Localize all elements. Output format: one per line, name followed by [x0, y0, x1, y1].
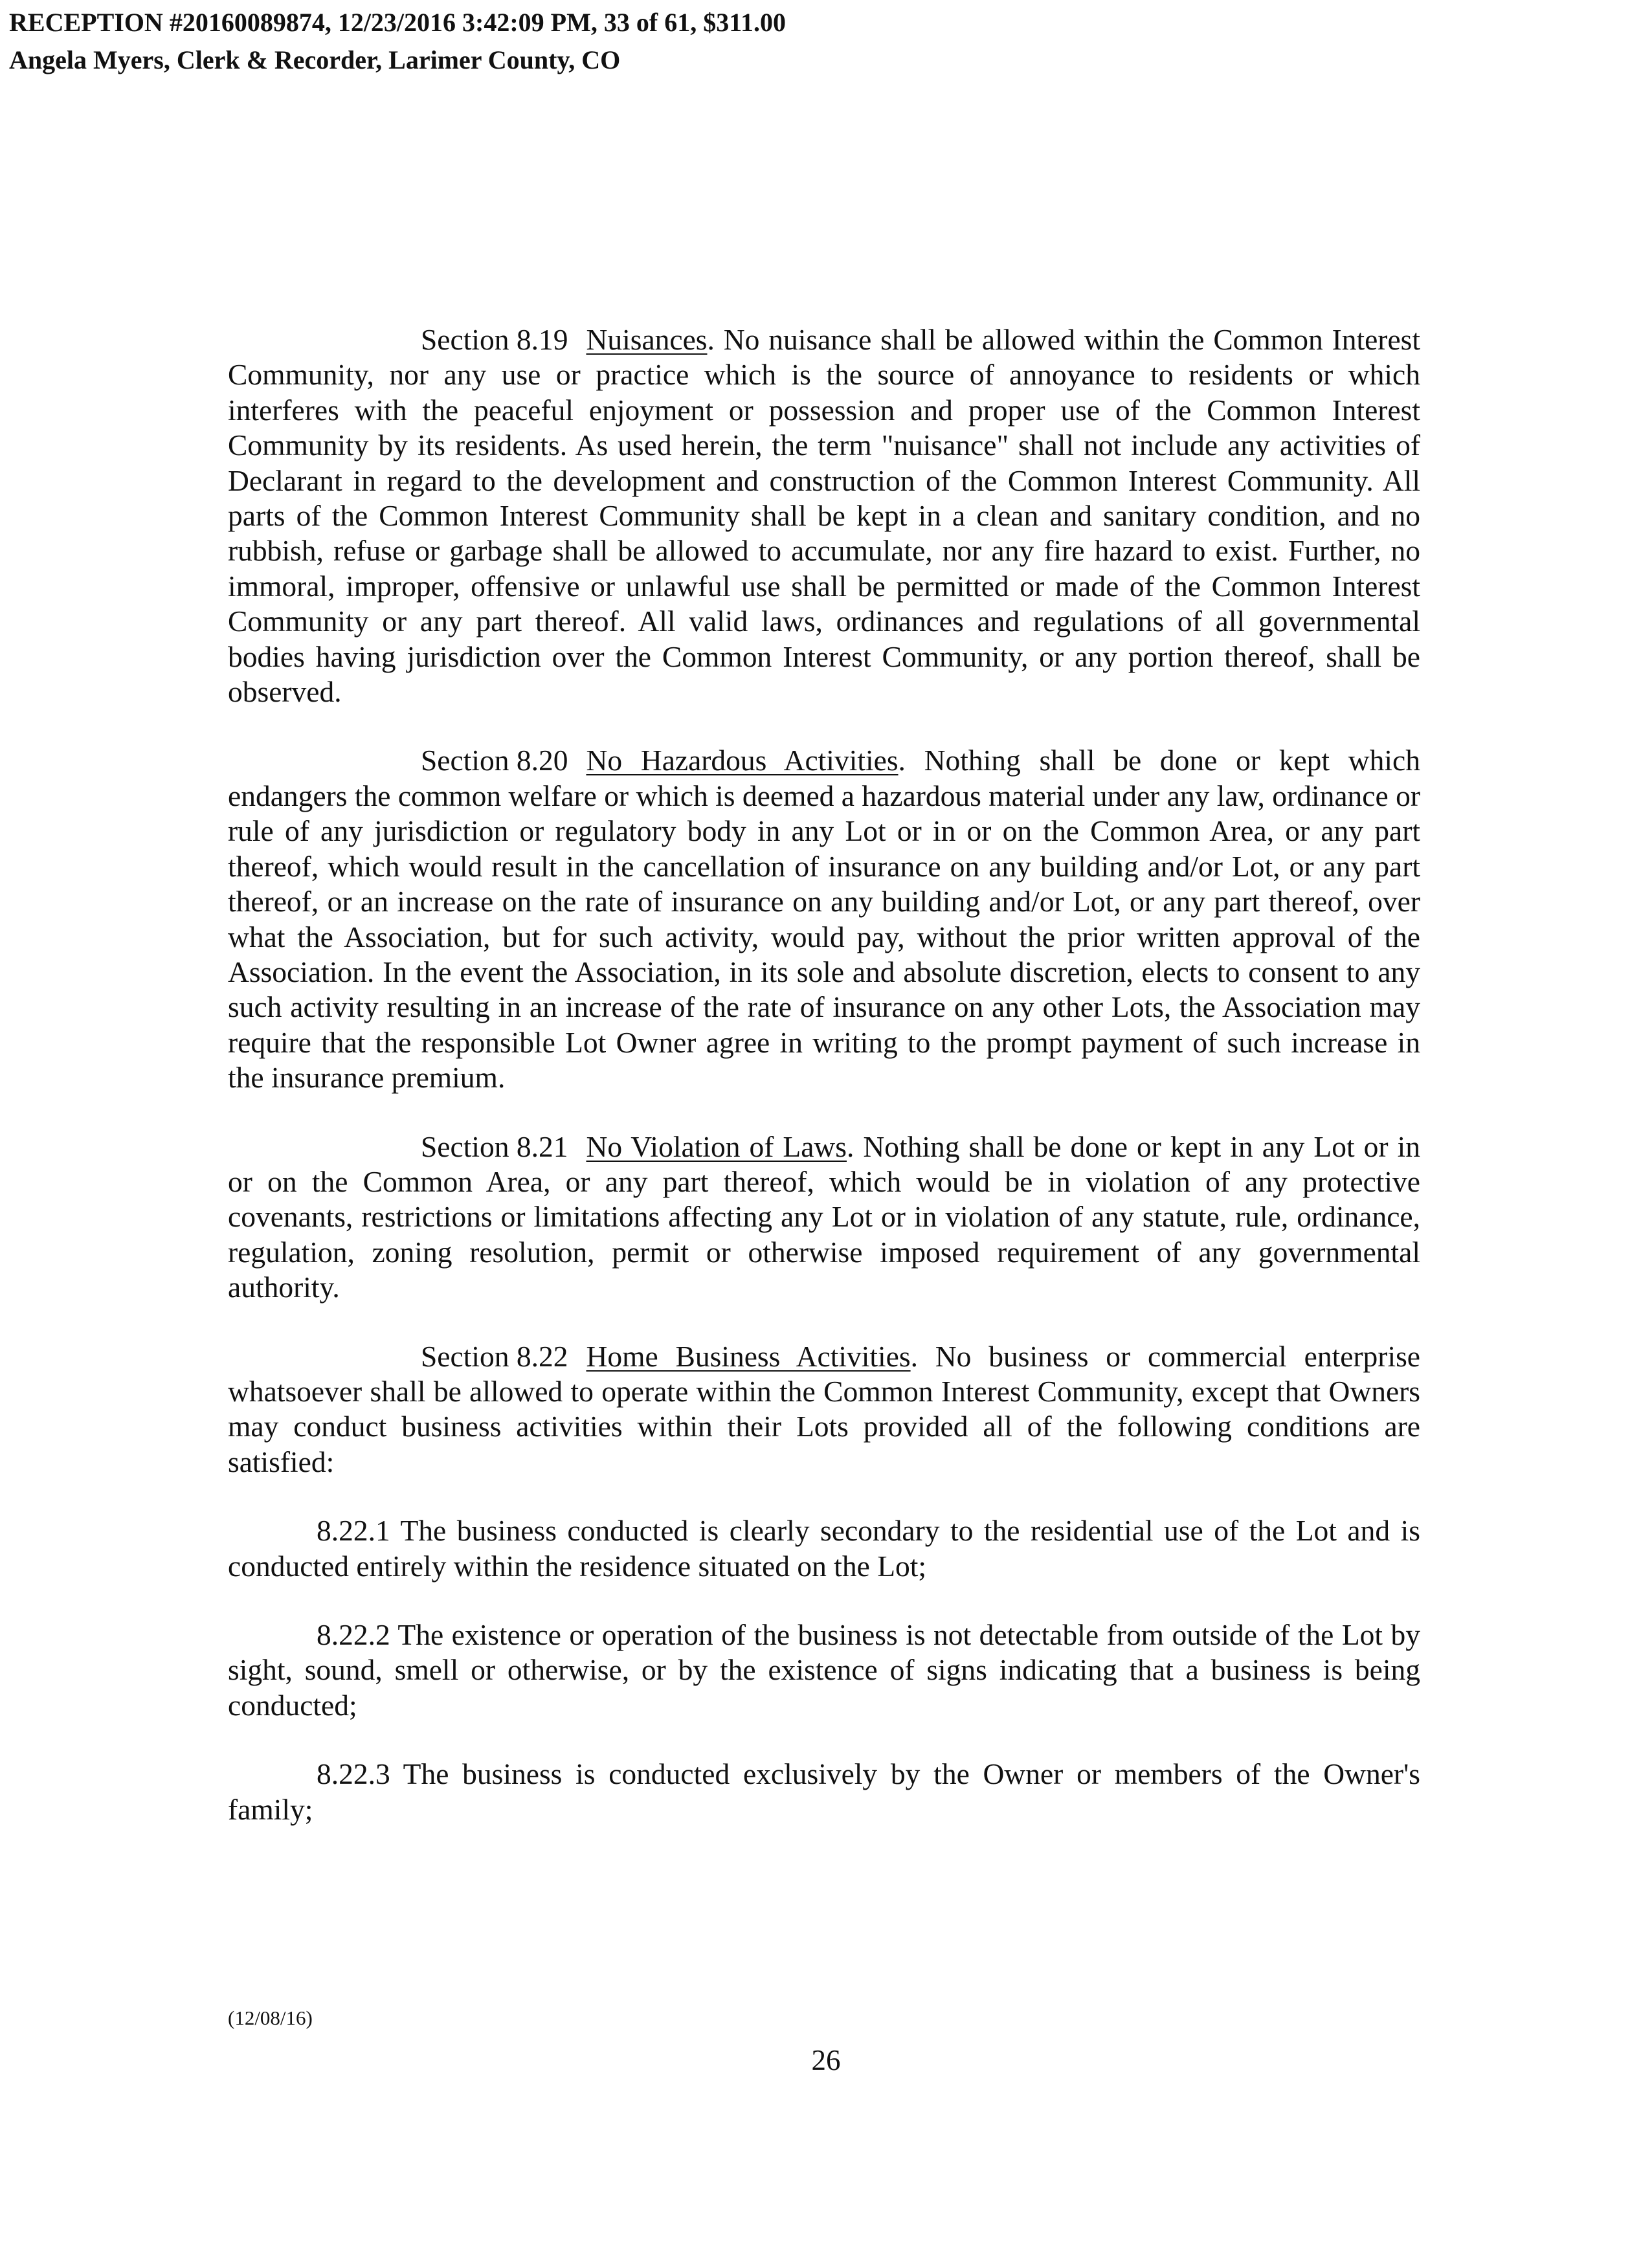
subsection-8-22-1 — [228, 1513, 1420, 1584]
subsection-8-22-3 — [228, 1757, 1420, 1827]
section-title: Home Business Activities — [586, 1339, 911, 1373]
section-8-20 — [228, 743, 1420, 1095]
section-title: Nuisances — [586, 323, 708, 356]
clerk-recorder-line: Angela Myers, Clerk & Recorder, Larimer County, CO — [9, 45, 621, 74]
revision-date: (12/08/16) — [228, 2007, 313, 2029]
section-number: Section 8.19 — [421, 323, 568, 356]
recording-stamp — [9, 4, 786, 79]
section-paragraph — [228, 322, 1420, 709]
section-8-21 — [228, 1129, 1420, 1306]
subsection-8-22-2 — [228, 1618, 1420, 1723]
section-number: Section 8.20 — [421, 744, 568, 777]
section-8-19 — [228, 322, 1420, 709]
section-paragraph — [228, 1339, 1420, 1480]
section-paragraph — [228, 743, 1420, 1095]
section-paragraph — [228, 1129, 1420, 1306]
section-text: . No nuisance shall be allowed within the Common Interest Community, nor any use or practice which is the source of annoyance to residents or which interferes with the peaceful enjoyment or possession and proper use of the Common Interest Community by its residents. As used herein, the term "nuisance" shall not include any activities of Declarant in regard to the development and construction of the Common Interest Community. All parts of the Common Interest Community shall be kept in a clean and sanitary condition, and no rubbish, refuse or garbage shall be allowed to accumulate, nor any fire hazard to exist. Further, no immoral, improper, offensive or unlawful use shall be permitted or made of the Common Interest Community or any part thereof. All valid laws, ordinances and regulations of all governmental bodies having jurisdiction over the Common Interest Community, or any portion thereof, shall be observed. — [228, 323, 1420, 709]
section-text: . Nothing shall be done or kept in any Lot or in or on the Common Area, or any part thereof, which would be in violation of any protective covenants, restrictions or limitations affecting any Lot or in violation of any statute, rule, ordinance, regulation, zoning resolution, permit or otherwise imposed requirement of any governmental authority. — [228, 1129, 1420, 1304]
section-title: No Violation of Laws — [586, 1129, 847, 1163]
section-number: Section 8.21 — [421, 1129, 568, 1163]
section-text: . No business or commercial enterprise whatsoever shall be allowed to operate within the Common Interest Community, except that Owners may conduct business activities within their Lots provided all of the following conditions are satisfied: — [228, 1339, 1421, 1478]
section-text: . Nothing shall be done or kept which endangers the common welfare or which is deemed a hazardous material under any law, ordinance or rule of any jurisdiction or regulatory body in any Lot or in or on the Common Area, or any part thereof, which would result in the cancellation of insurance on any building and/or Lot, or any part thereof, or an increase on the rate of insurance on any building and/or Lot, or any part thereof, over what the Association, but for such activity, would pay, without the prior written approval of the Association. In the event the Association, in its sole and absolute discretion, elects to consent to any such activity resulting in an increase of the rate of insurance on any other Lots, the Association may require that the responsible Lot Owner agree in writing to the prompt payment of such increase in the insurance premium. — [228, 744, 1420, 1095]
subsection-text: 8.22.1 The business conducted is clearly secondary to the residential use of the Lot and is conducted entirely within the residence situated on the Lot; — [228, 1514, 1420, 1583]
section-number: Section 8.22 — [421, 1339, 568, 1373]
subsection-text: 8.22.2 The existence or operation of the business is not detectable from outside of the Lot by sight, sound, smell or otherwise, or by the existence of signs indicating that a business is being conducted; — [228, 1618, 1420, 1722]
section-8-22 — [228, 1339, 1420, 1480]
subsection-text: 8.22.3 The business is conducted exclusively by the Owner or members of the Owner's family; — [228, 1757, 1420, 1826]
page-number: 26 — [811, 2044, 841, 2076]
reception-line: RECEPTION #20160089874, 12/23/2016 3:42:09 PM, 33 of 61, $311.00 — [9, 8, 786, 37]
section-title: No Hazardous Activities — [586, 744, 899, 777]
document-body — [228, 322, 1420, 1861]
